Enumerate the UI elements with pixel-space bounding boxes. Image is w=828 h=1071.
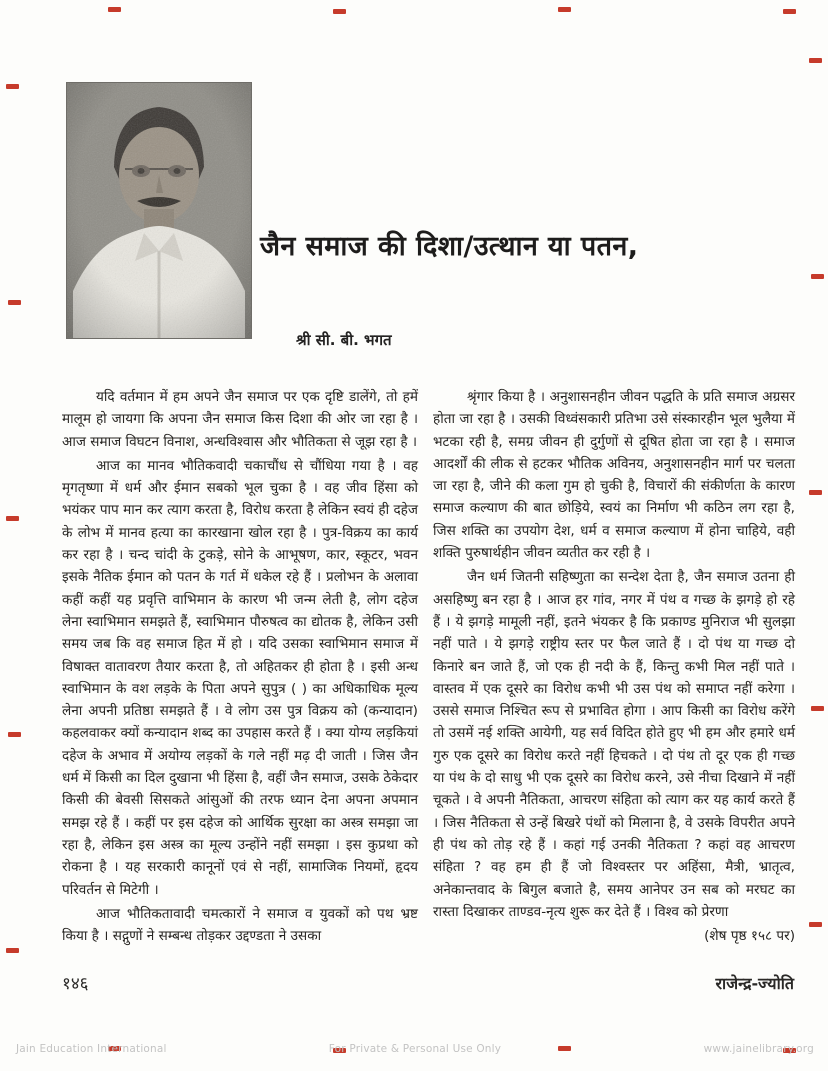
registration-mark [8,732,21,737]
paragraph: श्रृंगार किया है । अनुशासनहीन जीवन पद्धति के प्रति समाज अग्रसर होता जा रहा है । उसकी विध्वंसकारी प्रतिभा उसे संस्कारहीन भूल भुलैया में भटका रही है, समग्र जीवन ही दुर्गुणों से दूषित होता जा रहा है । समाज आदर्शों की लीक से हटकर भौतिक अविनय, अनुशासनहीन मार्ग पर चलता जा रहा है, जीने की कला गुम हो चुकी है, विचारों की संकीर्णता के कारण समाज कल्याण की बात छोड़िये, स्वयं का निर्माण भी कठिन लग रहा है, जिस शक्ति का उपयोग देश, धर्म व समाज कल्याण में होना चाहिये, वही शक्ति पुरुषार्थहीन जीवन व्यतीत कर रही है । [433,389,795,562]
paragraph: आज भौतिकतावादी चमत्कारों ने समाज व युवकों को पथ भ्रष्ट किया है । सद्गुणों ने सम्बन्ध तोड़कर उद्दण्डता ने उसका [62,905,418,945]
registration-mark [6,948,19,953]
right-column [433,386,795,947]
footer-right-text: www.jainelibrary.org [703,1043,814,1055]
registration-mark [809,922,822,927]
journal-name: राजेन्द्र-ज्योति [715,974,794,993]
paragraph: आज का मानव भौतिकवादी चकाचौंध से चौंधिया गया है । वह मृगतृष्णा में धर्म और ईमान सबको भूल चुका है । वह जीव हिंसा को भयंकर पाप मान कर त्याग करता है, विरोध करता है लेकिन स्वयं ही दहेज के लोभ में मानव हत्या का कारखाना खोल रहा है । पुत्र-विक्रय का कार्य कर रहा है । चन्द चांदी के टुकड़े, सोने के आभूषण, कार, स्कूटर, भवन इसके नैतिक ईमान को पतन के गर्त में धकेल रहे हैं । प्रलोभन के अलावा कहीं कहीं यह प्रवृत्ति वाभिमान के कारण भी जन्म लेती है, लोग दहेज लेना स्वाभिमान समझते हैं, स्वाभिमान पौरुषत्व का द्योतक है, लेकिन उसी समय जब कि वह समाज हित में हो । यदि उसका स्वाभिमान समाज में विषाक्त वातावरण तैयार करता है, तो अहितकर ही होता है । इसी अन्ध स्वाभिमान के वश लड़के के पिता अपने सुपुत्र ( ) का अधिकाधिक मूल्य लेना अपनी प्रतिष्ठा समझते हैं । वे लोग उस पुत्र विक्रय को (कन्यादान) कहलवाकर क्यों कन्यादान शब्द का उपहास करते हैं । क्या योग्य लड़कियां दहेज के अभाव में अयोग्य लड़कों के गले नहीं मढ़ दी जाती । जिस जैन धर्म में किसी का दिल दुखाना भी हिंसा है, वहीं जैन समाज, उसके ठेकेदार किसी की बेवसी सिसकते आंसुओं की तरफ ध्यान देना अपना अपमान समझ रहे हैं । कहीं पर इस दहेज को आर्थिक सुरक्षा का अस्त्र समझा जा रहा है, लेकिन इस अस्त्र का मूल्य उन्होंने नहीं समझा । इस कुप्रथा को रोकना है । यह सरकारी कानूनों एवं से नहीं, सामाजिक नियमों, हृदय परिवर्तन से मिटेगी । [62,457,418,898]
article-body [62,386,795,947]
footer-center-text: For Private & Personal Use Only [328,1043,502,1055]
registration-mark [333,9,346,14]
registration-mark [809,490,822,495]
footer-left-text: Jain Education International [16,1043,167,1055]
scan-footer [16,1043,814,1055]
registration-mark [108,7,121,12]
registration-mark [558,7,571,12]
registration-mark [809,58,822,63]
article-author: श्री सी. बी. भगत [296,331,392,349]
article-title: जैन समाज की दिशा/उत्थान या पतन, [260,231,639,262]
page-number: १४६ [62,974,89,994]
registration-mark [811,274,824,279]
registration-mark [6,84,19,89]
continuation-note: (शेष पृष्ठ १५८ पर) [704,928,795,945]
page-footer-line [62,963,794,994]
registration-mark [8,300,21,305]
paragraph: यदि वर्तमान में हम अपने जैन समाज पर एक दृष्टि डालेंगे, तो हमें मालूम हो जायगा कि अपना जैन समाज किस दिशा की ओर जा रहा है । आज समाज विघटन विनाश, अन्धविश्वास और भौतिकता से जूझ रहा है । [62,389,418,450]
paragraph: जैन धर्म जितनी सहिष्णुता का सन्देश देता है, जैन समाज उतना ही असहिष्णु बन रहा है । आज हर गांव, नगर में पंथ व गच्छ के झगड़े हो रहे हैं । ये झगड़े मामूली नहीं, इतने भंयकर है कि प्रकाण्ड मुनिराज भी सुलझा नहीं पाते । ये झगड़े राष्ट्रीय स्तर पर फैल जाते हैं । दो पंथ या गच्छ दो किनारे बन जाते हैं, जो एक ही नदी के हैं, किन्तु कभी मिल नहीं पाते । वास्तव में एक दूसरे का विरोध कभी भी उस पंथ को समाप्त नहीं करेगा । उससे समाज निश्चित रूप से प्रभावित होगा । आप किसी का विरोध करेंगे तो उसमें नई शक्ति आयेगी, यह सर्व विदित होते हुए भी हम और हमारे धर्म गुरु एक दूसरे का विरोध करते नहीं हिचकते । दो पंथ तो दूर एक ही गच्छ या पंथ के दो साधु भी एक दूसरे का विरोध करने, उसे नीचा दिखाने में नहीं चूकते । वे अपनी नैतिकता, आचरण संहिता को त्याग कर यह कार्य करते हैं । जिस नैतिकता से उन्हें बिखरे पंथों को मिलाना है, वे उसके विपरीत अपने ही पंथ को तोड़ रहे हैं । कहां गई उनकी नैतिकता ? कहां वह आचरण संहिता ? वह हम ही हैं जो विश्वस्तर पर अहिंसा, मैत्री, भ्रातृत्व, अनेकान्तवाद के बिगुल बजाते है, समय आनेपर उन सब को मरघट का रास्ता दिखाकर ताण्डव-नृत्य शुरू कर देते हैं । विश्व को प्रेरणा [433,569,795,920]
left-column [62,386,418,947]
author-photo [66,82,252,339]
registration-mark [811,706,824,711]
registration-mark [6,516,19,521]
registration-mark [783,9,796,14]
author-photo-graphic [67,83,251,338]
